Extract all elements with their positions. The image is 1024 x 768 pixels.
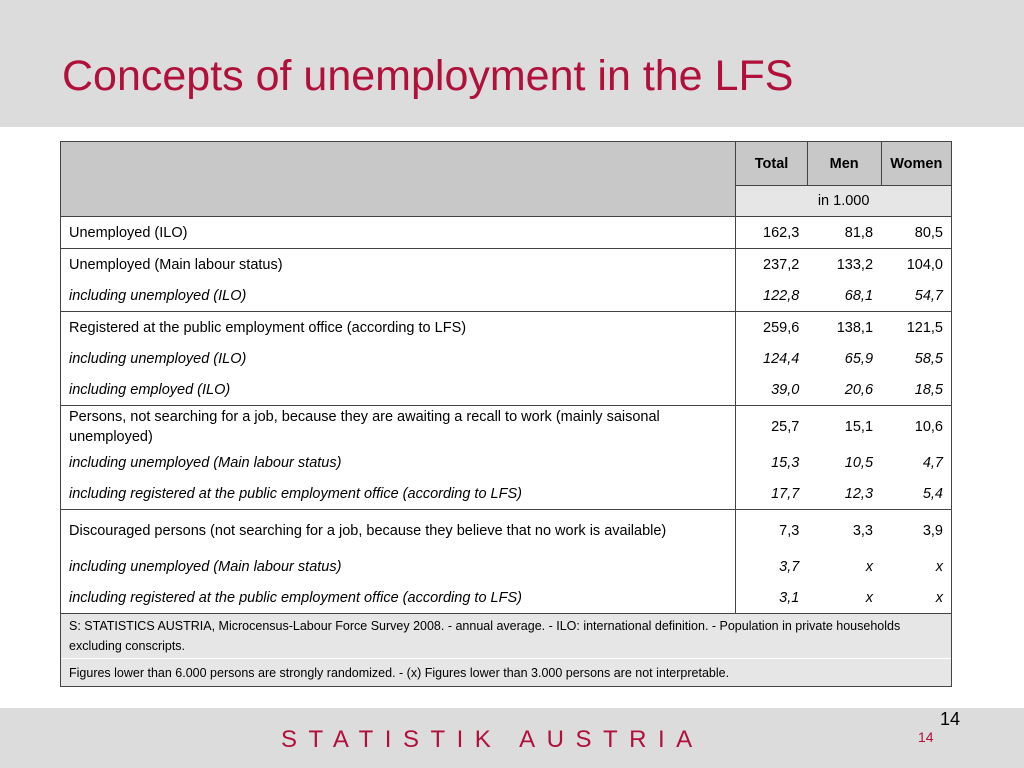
cell-women: 5,4 bbox=[881, 478, 951, 510]
table-row bbox=[61, 343, 952, 374]
cell-women: 80,5 bbox=[881, 217, 951, 249]
unit-label: in 1.000 bbox=[736, 186, 952, 217]
cell-women: 4,7 bbox=[881, 447, 951, 478]
cell-men: 133,2 bbox=[807, 249, 881, 281]
cell-women: x bbox=[881, 551, 951, 582]
cell-men: 3,3 bbox=[807, 510, 881, 552]
row-label: Unemployed (ILO) bbox=[61, 217, 736, 249]
cell-men: 12,3 bbox=[844, 485, 874, 502]
table-row bbox=[61, 280, 952, 312]
table-row bbox=[61, 374, 952, 406]
row-label: Discouraged persons (not searching for a job, because they believe that no work is available) bbox=[61, 510, 736, 552]
cell-men: x bbox=[865, 589, 874, 606]
cell-total: 7,3 bbox=[736, 510, 808, 552]
table-header-row bbox=[61, 142, 952, 186]
unemployment-table bbox=[60, 141, 952, 687]
row-label: Persons, not searching for a job, because they are awaiting a recall to work (mainly saisonal unemployed) bbox=[61, 406, 736, 448]
reliability-note: Figures lower than 6.000 persons are strongly randomized. - (x) Figures lower than 3.000 persons are not interpretable. bbox=[61, 659, 952, 687]
cell-total: 15,3 bbox=[771, 454, 800, 471]
source-note: S: STATISTICS AUSTRIA, Microcensus-Labour Force Survey 2008. - annual average. - ILO: international definition. - Population in private households excluding conscripts. bbox=[61, 614, 952, 659]
cell-total: 25,7 bbox=[736, 406, 808, 448]
cell-men: 81,8 bbox=[844, 224, 874, 241]
row-label: including unemployed (ILO) bbox=[61, 280, 736, 312]
cell-women: 58,5 bbox=[881, 343, 951, 374]
table-row bbox=[61, 312, 952, 344]
cell-total: 39,0 bbox=[771, 381, 800, 398]
cell-women: 3,9 bbox=[881, 510, 951, 552]
brand-wordmark: STATISTIK AUSTRIA bbox=[281, 726, 704, 753]
cell-total: 122,8 bbox=[763, 287, 800, 304]
col-header-women: Women bbox=[881, 142, 951, 186]
row-label: Registered at the public employment office (according to LFS) bbox=[61, 312, 736, 344]
cell-men: 68,1 bbox=[844, 287, 874, 304]
col-header-total: Total bbox=[736, 142, 808, 186]
cell-women: 18,5 bbox=[881, 374, 951, 406]
cell-women: 10,6 bbox=[881, 406, 951, 448]
cell-women: x bbox=[881, 582, 951, 614]
table-row bbox=[61, 406, 952, 448]
row-label: including registered at the public employment office (according to LFS) bbox=[61, 478, 736, 510]
cell-total: 162,3 bbox=[763, 224, 800, 241]
source-note-row bbox=[61, 614, 952, 659]
cell-men: 20,6 bbox=[844, 381, 874, 398]
reliability-note-row bbox=[61, 659, 952, 687]
cell-total: 259,6 bbox=[736, 312, 808, 344]
row-label: including registered at the public employment office (according to LFS) bbox=[61, 582, 736, 614]
table-row bbox=[61, 551, 952, 582]
cell-total: 237,2 bbox=[736, 249, 808, 281]
cell-women: 104,0 bbox=[881, 249, 951, 281]
cell-men: 138,1 bbox=[807, 312, 881, 344]
cell-women: 121,5 bbox=[881, 312, 951, 344]
table-row bbox=[61, 447, 952, 478]
row-label: including unemployed (Main labour status) bbox=[61, 551, 736, 582]
cell-total: 3,1 bbox=[779, 589, 800, 606]
page-number-small: 14 bbox=[918, 729, 934, 745]
cell-men: 10,5 bbox=[844, 454, 874, 471]
row-label: including unemployed (ILO) bbox=[61, 343, 736, 374]
page-number: 14 bbox=[940, 709, 961, 729]
page-title: Concepts of unemployment in the LFS bbox=[62, 52, 794, 100]
cell-men: 15,1 bbox=[807, 406, 881, 448]
cell-men: 65,9 bbox=[844, 350, 874, 367]
row-label: Unemployed (Main labour status) bbox=[61, 249, 736, 281]
cell-women: 54,7 bbox=[881, 280, 951, 312]
header-corner-cell bbox=[61, 142, 736, 217]
col-header-men: Men bbox=[807, 142, 881, 186]
table-row bbox=[61, 249, 952, 281]
row-label: including unemployed (Main labour status) bbox=[61, 447, 736, 478]
cell-men: x bbox=[865, 558, 874, 575]
table-row bbox=[61, 582, 952, 614]
cell-total: 3,7 bbox=[779, 558, 800, 575]
table-row bbox=[61, 217, 952, 249]
row-label: including employed (ILO) bbox=[61, 374, 736, 406]
table-row bbox=[61, 510, 952, 552]
cell-total: 17,7 bbox=[771, 485, 800, 502]
table-row bbox=[61, 478, 952, 510]
cell-total: 124,4 bbox=[763, 350, 800, 367]
